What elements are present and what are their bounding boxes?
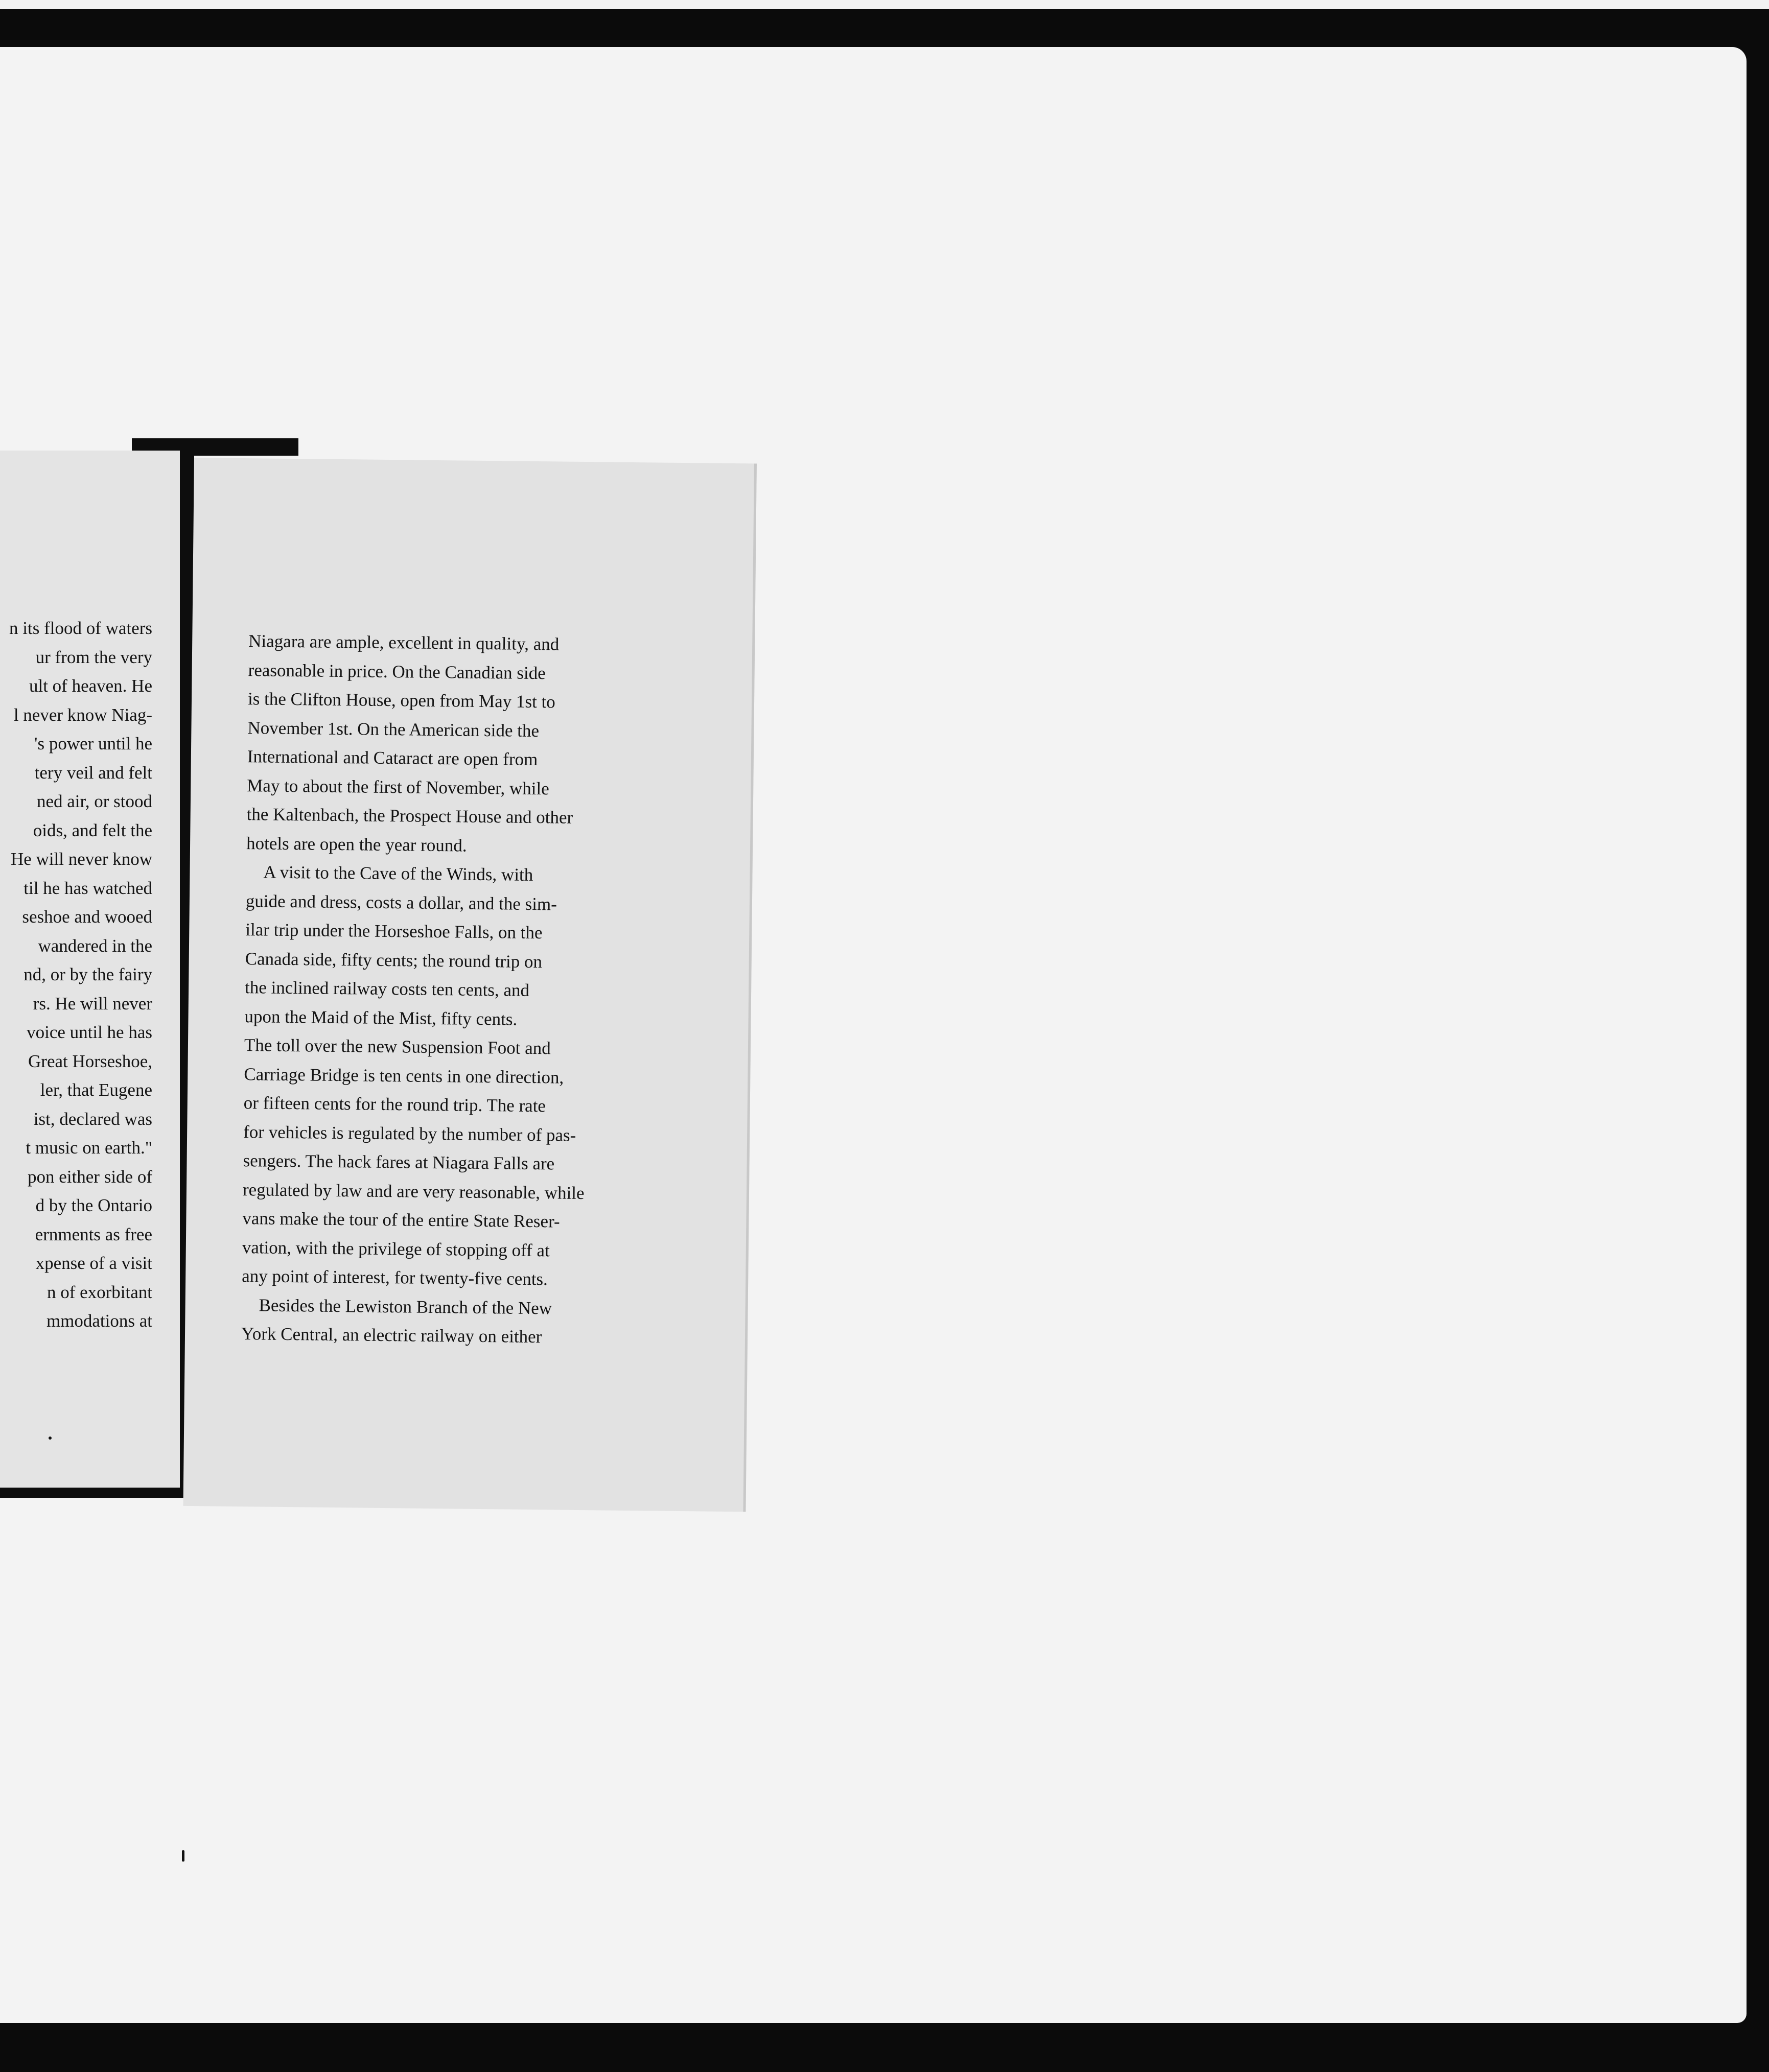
left-page-line: tery veil and felt [34,762,152,783]
left-page-line: seshoe and wooed [22,907,152,927]
right-page-line: York Central, an electric railway on either [241,1324,542,1347]
right-page-line: the inclined railway costs ten cents, and [244,977,530,1000]
right-page-line: for vehicles is regulated by the number of pas- [243,1121,576,1145]
left-page-line: ult of heaven. He [29,676,152,696]
right-page [183,458,757,1512]
right-page-line: hotels are open the year round. [246,833,467,856]
right-page-line: vation, with the privilege of stopping off at [242,1237,550,1260]
right-page-line: November 1st. On the American side the [247,717,540,741]
right-page-line: any point of interest, for twenty-five cents. [242,1266,548,1289]
left-page-line: ist, declared was [33,1109,152,1129]
left-page-line: ler, that Eugene [40,1080,152,1100]
left-page-line: oids, and felt the [33,820,152,840]
dust-speck [182,1850,184,1862]
right-page-line: or fifteen cents for the round trip. The rate [243,1093,546,1116]
left-page-line: nd, or by the fairy [24,964,152,984]
right-page-line: Carriage Bridge is ten cents in one direction, [244,1064,564,1088]
right-page-line: May to about the first of November, while [247,775,549,798]
right-page-line: Canada side, fifty cents; the round trip on [245,948,543,972]
right-page-line: guide and dress, costs a dollar, and the sim- [245,890,557,914]
left-page-line: pon either side of [28,1166,152,1187]
left-page-line: mmodations at [46,1311,152,1331]
film-top-edge [0,0,1769,9]
right-page-line: Besides the Lewiston Branch of the New [259,1294,552,1318]
dust-speck [49,1437,52,1440]
right-page-line: ilar trip under the Horseshoe Falls, on the [245,920,543,943]
left-page-line: ernments as free [35,1224,152,1244]
left-page [0,451,182,1493]
left-page-line: n its flood of waters [9,618,152,638]
right-page-text [241,627,617,1352]
right-page-line: reasonable in price. On the Canadian side [248,660,546,683]
right-page-line: upon the Maid of the Mist, fifty cents. [244,1006,518,1029]
left-page-line: t music on earth." [26,1138,152,1158]
right-page-line: regulated by law and are very reasonable, while [242,1179,585,1203]
left-page-line: n of exorbitant [46,1282,152,1302]
left-page-line: d by the Ontario [35,1195,152,1215]
left-page-line: He will never know [10,849,152,869]
right-page-line: sengers. The hack fares at Niagara Falls are [243,1150,555,1174]
left-page-line: voice until he has [27,1022,152,1042]
right-page-line: the Kaltenbach, the Prospect House and other [246,804,573,828]
left-page-line: l never know Niag- [13,704,152,725]
left-page-line: rs. He will never [33,993,152,1014]
left-page-line: ur from the very [35,647,152,667]
left-page-line: ned air, or stood [36,791,152,811]
right-page-line: is the Clifton House, open from May 1st to [247,689,556,712]
right-page-line: vans make the tour of the entire State Reser- [242,1208,560,1232]
left-page-line: wandered in the [38,935,152,956]
right-page-line: A visit to the Cave of the Winds, with [263,862,533,885]
right-page-line: International and Cataract are open from [247,746,538,770]
left-page-line: xpense of a visit [35,1253,152,1273]
left-page-line: 's power until he [34,734,152,754]
left-page-text [0,614,152,1336]
right-page-line: Niagara are ample, excellent in quality, and [248,631,560,654]
left-page-line: til he has watched [24,878,152,898]
right-page-line: The toll over the new Suspension Foot and [244,1035,551,1058]
left-page-line: Great Horseshoe, [28,1051,152,1071]
